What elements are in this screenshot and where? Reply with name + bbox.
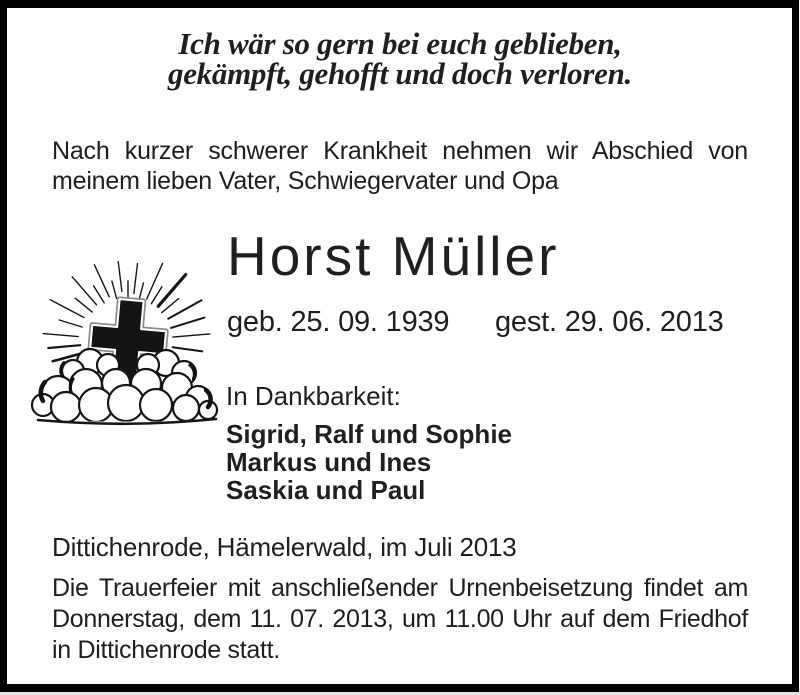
funeral-line2: Donnerstag, dem 11. 07. 2013, um 11.00 Uhr auf dem Friedhof: [52, 605, 748, 633]
funeral-line1: Die Trauerfeier mit anschließender Urnenbeisetzung findet am: [52, 574, 748, 602]
cross-on-clouds-icon: [28, 258, 228, 443]
intro-line2: meinem lieben Vater, Schwiegervater und Opa: [52, 167, 559, 195]
mourner-line: Markus und Ines: [226, 447, 432, 477]
funeral-paragraph: [52, 573, 748, 666]
intro-paragraph: [52, 136, 748, 196]
place-date-line: Dittichenrode, Hämelerwald, im Juli 2013: [52, 532, 517, 562]
mourner-line: Sigrid, Ralf und Sophie: [226, 419, 512, 449]
epigraph: [0, 26, 800, 91]
death-date: gest. 29. 06. 2013: [495, 306, 724, 338]
mourner-line: Saskia und Paul: [226, 475, 426, 505]
birth-date: geb. 25. 09. 1939: [227, 306, 450, 338]
deceased-name: Horst Müller: [227, 225, 560, 287]
gratitude-heading: In Dankbarkeit:: [226, 381, 401, 411]
funeral-line3: in Dittichenrode statt.: [52, 636, 280, 664]
intro-line1: Nach kurzer schwerer Krankheit nehmen wir Abschied von: [52, 137, 748, 165]
epigraph-line2: gekämpft, gehofft und doch verloren.: [168, 56, 632, 91]
epigraph-line1: Ich wär so gern bei euch geblieben,: [178, 26, 622, 61]
mourners-list: [226, 420, 512, 504]
